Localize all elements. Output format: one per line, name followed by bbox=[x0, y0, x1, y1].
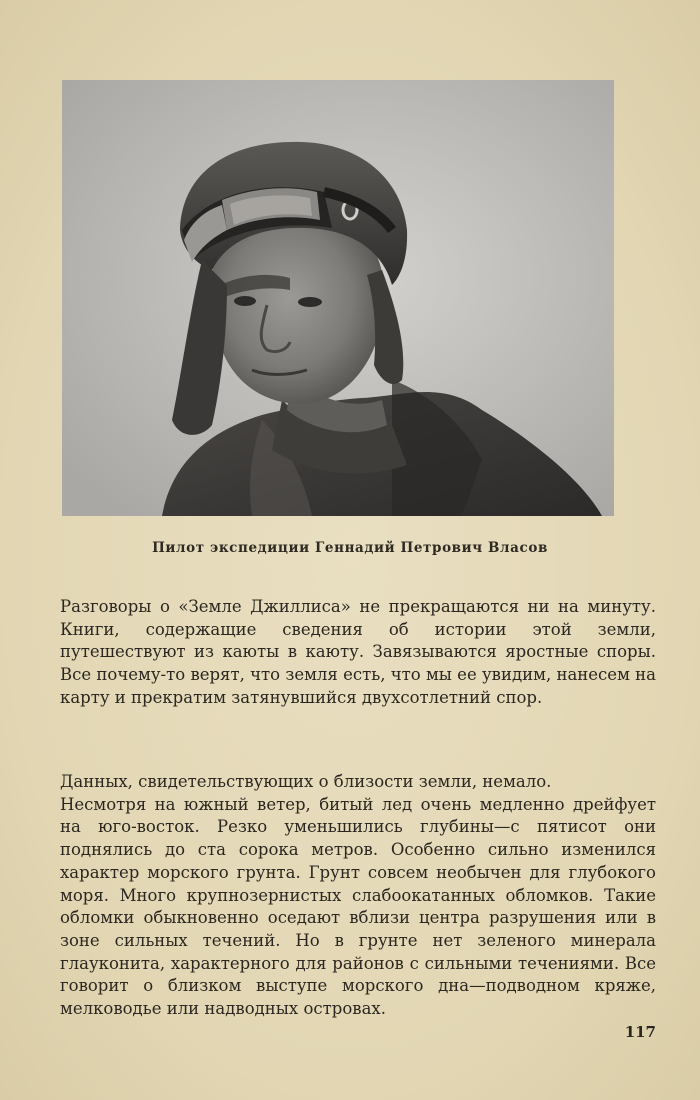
photo-caption: Пилот экспедиции Геннадий Петрович Власов bbox=[152, 540, 548, 556]
paragraph-evidence bbox=[60, 771, 656, 1021]
paragraph-lead-line: Данных, свидетельствующих о близости земли, немало. bbox=[60, 772, 552, 791]
paragraph-discussion bbox=[60, 596, 656, 710]
page-number: 117 bbox=[624, 1023, 656, 1041]
pilot-photograph bbox=[62, 80, 614, 516]
portrait-pilot-icon bbox=[62, 80, 614, 516]
paragraph-text: Разговоры о «Земле Джиллиса» не прекращаются ни на минуту. Книги, содержащие сведения об истории этой земли, путешествуют из каюты в каюту. Завязываются яростные споры. Все почему-то верят, что земля есть, что мы ее увидим, нанесем на карту и прекратим затянувшийся двухсотлетний спор. bbox=[60, 597, 656, 707]
paragraph-text: Несмотря на южный ветер, битый лед очень медленно дрейфует на юго-восток. Резко уменьшились глубины—с пятисот они поднялись до ста сорока метров. Особенно сильно изменился характер морского грунта. Грунт совсем необычен для глубокого моря. Много крупнозернистых слабоокатанных обломков. Такие обломки обыкновенно оседают вблизи центра разрушения или в зоне сильных течений. Но в грунте нет зеленого минерала глауконита, характерного для районов с сильными течениями. Все говорит о близком выступе морского дна—подводном кряже, мелководье или надводных островах. bbox=[60, 794, 656, 1019]
